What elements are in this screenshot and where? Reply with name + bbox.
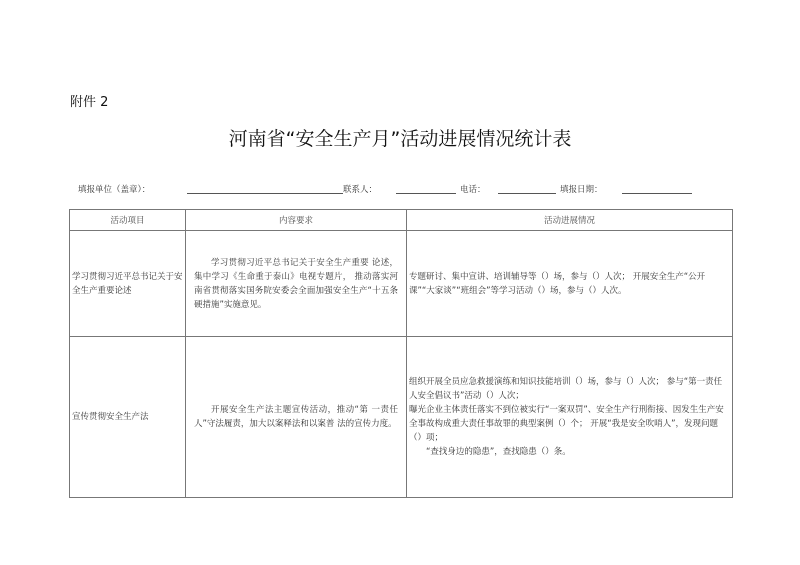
- activity-item: 宣传贯彻安全生产法: [70, 337, 186, 498]
- progress-cell[interactable]: [407, 231, 733, 337]
- activity-item: 学习贯彻习近平总书记关于安全生产重要论述: [70, 231, 186, 337]
- progress-text: 组织开展全员应急救援演练和知识技能培训（）场，参与（）人次； 参与“第一责任人安全倡议书”活动（）人次；: [409, 377, 723, 401]
- form-title: 河南省“安全生产月”活动进展情况统计表: [228, 128, 572, 150]
- phone-label: 电话：: [460, 185, 486, 195]
- column-header: 活动进展情况: [407, 210, 733, 231]
- progress-text: “查找身边的隐患”，查找隐患（）条。: [426, 447, 571, 457]
- column-header: 活动项目: [70, 210, 186, 231]
- progress-text: 曝光企业主体责任落实不到位被实行“一案双罚”、安全生产行刑衔接、因发生生产安全事故构成重大责任事故罪的典型案例（）个； 开展“我是安全吹哨人”，发现问题（）项；: [409, 405, 724, 443]
- content-requirement: 开展安全生产法主题宣传活动，推动“第 一责任人”守法履责，加大以案释法和以案普 法的宣传力度。: [186, 337, 407, 498]
- table-row: [70, 231, 733, 337]
- attachment-label: 附件 2: [70, 95, 109, 110]
- contact-field[interactable]: [396, 184, 456, 194]
- progress-cell[interactable]: [407, 337, 733, 498]
- unit-field[interactable]: [187, 184, 343, 194]
- content-requirement: 学习贯彻习近平总书记关于安全生产重要 论述，集中学习《生命重于泰山》电视专题片， 推动落实河南省贯彻落实国务院安委会全面加强安全生产“十五条硬措施”实施意见。: [186, 231, 407, 337]
- table-header-row: [70, 210, 733, 231]
- phone-field[interactable]: [498, 184, 556, 194]
- column-header: 内容要求: [186, 210, 407, 231]
- contact-label: 联系人：: [343, 185, 378, 195]
- date-field[interactable]: [622, 184, 692, 194]
- table-row: [70, 337, 733, 498]
- unit-label: 填报单位（盖章）：: [78, 185, 151, 195]
- progress-text: 专题研讨、集中宣讲、培训辅导等（）场，参与（）人次； 开展安全生产“公开课”“大家谈”“班组会”等学习活动（）场，参与（）人次。: [409, 271, 706, 296]
- statistics-table: [69, 209, 733, 498]
- date-label: 填报日期：: [560, 185, 603, 195]
